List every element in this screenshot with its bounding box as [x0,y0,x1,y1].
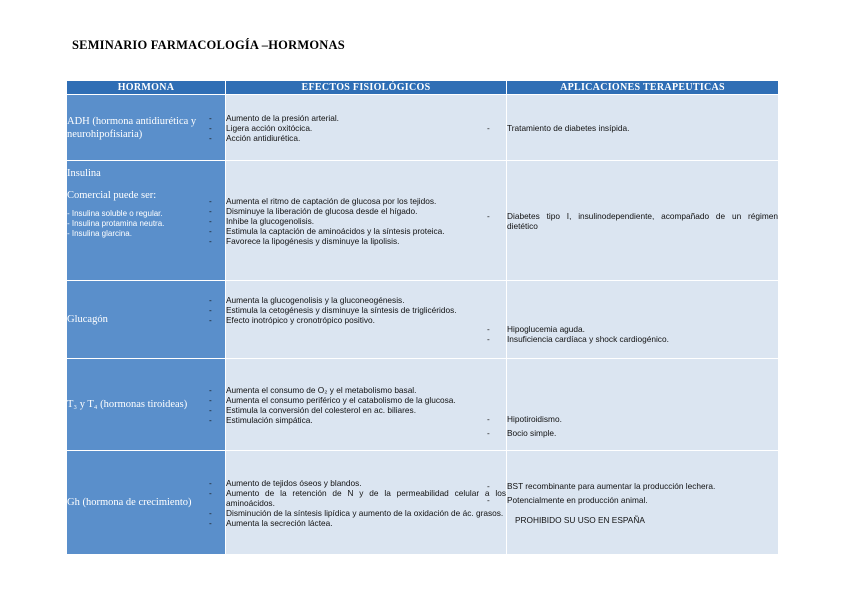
header-effects: EFECTOS FISIOLÓGICOS [226,81,507,95]
effect-item: - Aumento de la presión arterial. [226,113,506,123]
effects-cell [226,95,507,161]
hormone-cell: Gh (hormona de crecimiento) [67,451,226,555]
applications-cell [507,359,779,451]
hormone-cell: Glucagón [67,281,226,359]
hormone-name: Insulina [67,168,101,179]
prohibition-note: PROHIBIDO SU USO EN ESPAÑA [515,514,645,525]
effect-item: - Estimula la cetogénesis y disminuye la síntesis de triglicéridos. [226,305,506,315]
application-item: - Tratamiento de diabetes insípida. [507,123,778,133]
effects-cell [226,161,507,281]
effect-item: - Estimulación simpática. [226,415,506,425]
table-row-adh [67,95,779,161]
header-hormone: HORMONA [67,81,226,95]
insulin-type-item: - Insulina glarcina. [67,229,132,238]
effect-item: - Aumento de tejidos óseos y blandos. [226,478,506,488]
hormone-subtitle: Comercial puede ser: [67,190,157,201]
application-item: - Hipotiroidismo. [507,414,778,424]
hormone-cell [67,161,226,281]
effects-cell [226,451,507,555]
table-row-insulina [67,161,779,281]
effect-item: - Aumenta el consumo de O₂ y el metabolismo basal. [226,385,506,395]
table-header-row [67,81,779,95]
effect-item: - Disminución de la síntesis lipídica y aumento de la oxidación de ác. grasos. [226,508,506,518]
application-item: - Hipoglucemia aguda. [507,324,778,334]
application-item: - Diabetes tipo I, insulinodependiente, acompañado de un régimen dietético [507,211,778,231]
hormones-table [66,80,779,555]
effect-item: - Efecto inotrópico y cronotrópico positivo. [226,315,506,325]
application-item: - Insuficiencia cardíaca y shock cardiogénico. [507,334,778,344]
applications-cell [507,161,779,281]
effects-cell [226,281,507,359]
effect-item: - Aumenta la secreción láctea. [226,518,506,528]
table-row-glucagon [67,281,779,359]
effect-item: - Aumenta el ritmo de captación de glucosa por los tejidos. [226,196,506,206]
effect-item: - Inhibe la glucogenolisis. [226,216,506,226]
applications-cell [507,451,779,555]
effect-item: - Acción antidiurética. [226,133,506,143]
effect-item: - Aumenta el consumo periférico y el catabolismo de la glucosa. [226,395,506,405]
applications-cell [507,281,779,359]
effect-item: - Aumenta la glucogenolisis y la gluconeogénesis. [226,295,506,305]
effect-item: - Aumento de la retención de N y de la permeabilidad celular a los aminoácidos. [226,488,506,508]
insulin-types-list [67,209,225,239]
application-item: - Potencialmente en producción animal. [507,495,778,505]
header-applications: APLICACIONES TERAPEUTICAS [507,81,779,95]
insulin-type-item: - Insulina soluble o regular. [67,209,163,218]
effect-item: - Estimula la conversión del colesterol en ac. biliares. [226,405,506,415]
effect-item: - Disminuye la liberación de glucosa desde el hígado. [226,206,506,216]
table-row-tiroideas [67,359,779,451]
effect-item: - Ligera acción oxitócica. [226,123,506,133]
hormone-cell: ADH (hormona antidiurética y neurohipofisiaria) [67,95,226,161]
insulin-type-item: - Insulina protamina neutra. [67,219,165,228]
effects-cell [226,359,507,451]
effect-item: - Favorece la lipogénesis y disminuye la lipolisis. [226,236,506,246]
application-item: - Bocio simple. [507,428,778,438]
applications-cell [507,95,779,161]
table-row-gh [67,451,779,555]
page-title: SEMINARIO FARMACOLOGÍA –HORMONAS [72,38,345,52]
effect-item: - Estimula la captación de aminoácidos y la síntesis proteica. [226,226,506,236]
hormone-cell: T₃ y T₄ (hormonas tiroideas) [67,359,226,451]
application-item: - BST recombinante para aumentar la producción lechera. [507,481,778,491]
